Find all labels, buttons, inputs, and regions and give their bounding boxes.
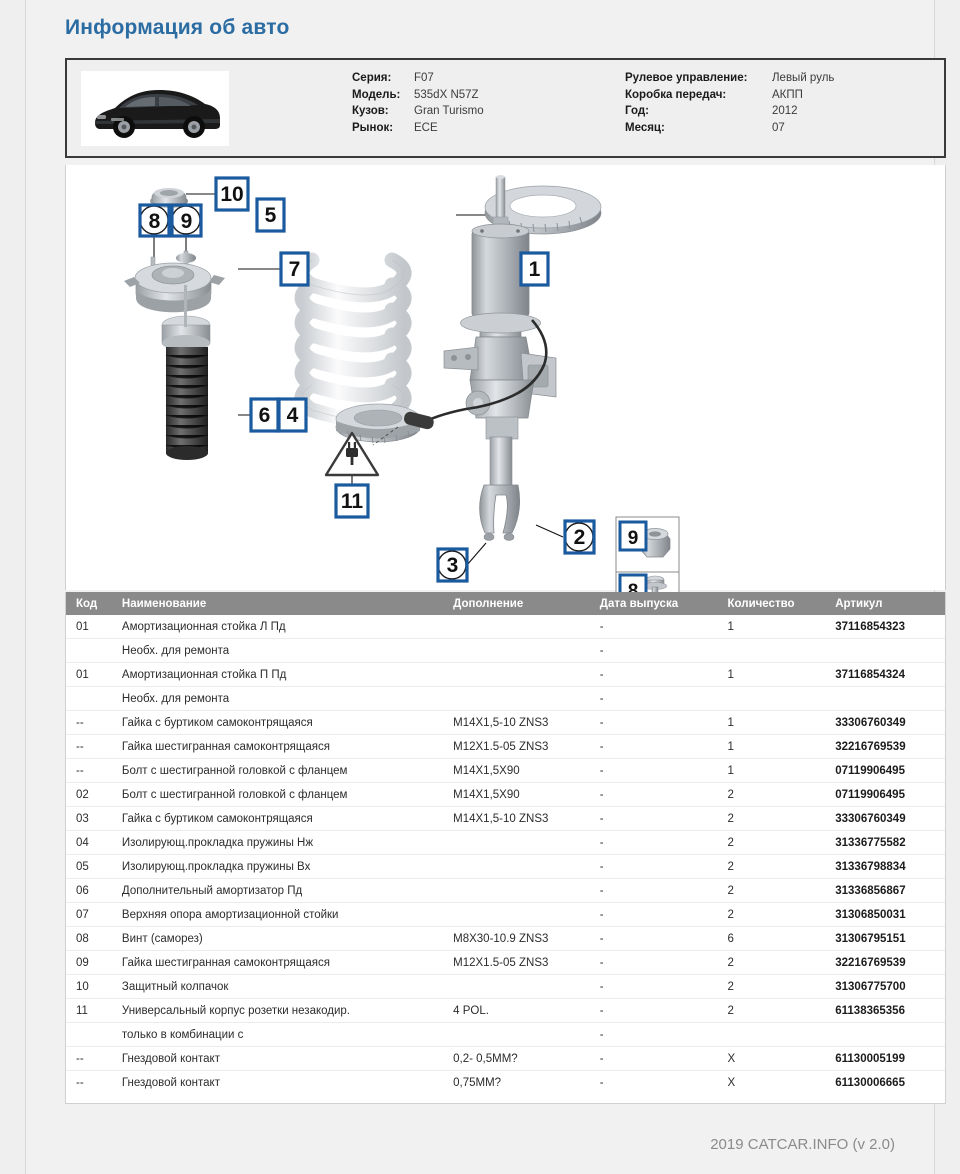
table-row[interactable] — [66, 615, 945, 639]
cell-name: Изолирующ.прокладка пружины Нж — [121, 836, 314, 849]
table-row[interactable] — [66, 711, 945, 735]
cell-article[interactable]: 32216769539 — [835, 956, 906, 969]
cell-name: Гайка шестигранная самоконтрящаяся — [121, 740, 330, 753]
column-header-quantity: Количество — [727, 597, 795, 610]
table-header-row — [66, 592, 945, 615]
cell-addition: M14X1,5-10 ZNS3 — [453, 812, 549, 825]
spec-value: F07 — [414, 72, 434, 84]
cell-addition: M14X1,5X90 — [453, 788, 520, 801]
cell-addition: 4 POL. — [453, 1004, 489, 1017]
table-row[interactable] — [66, 927, 945, 951]
spec-key: Кузов: — [352, 105, 389, 117]
cell-quantity: 2 — [727, 956, 734, 969]
cell-name: Универсальный корпус розетки незакодир. — [121, 1004, 350, 1017]
table-row[interactable] — [66, 663, 945, 687]
cell-code: -- — [76, 716, 84, 729]
cell-article[interactable]: 37116854323 — [835, 620, 905, 633]
cell-release-date: - — [599, 884, 604, 897]
cell-name: Необх. для ремонта — [121, 644, 230, 657]
cell-article[interactable]: 07119906495 — [835, 788, 905, 801]
cell-article[interactable]: 33306760349 — [835, 812, 906, 825]
cell-article[interactable]: 31336798834 — [835, 860, 906, 873]
cell-code: 02 — [76, 788, 89, 801]
cell-name: Гайка с буртиком самоконтрящаяся — [121, 716, 313, 729]
table-row[interactable] — [66, 999, 945, 1023]
cell-name: Болт с шестигранной головкой с фланцем — [121, 764, 348, 777]
table-body — [66, 615, 945, 1095]
page-sheet — [25, 0, 935, 1174]
table-bottom-padding — [66, 1095, 945, 1103]
cell-release-date: - — [599, 788, 604, 801]
spec-key: Коробка передач: — [625, 88, 727, 101]
spec-value: Gran Turismo — [414, 105, 484, 117]
cell-code: 01 — [76, 620, 89, 633]
cell-quantity: 2 — [727, 860, 734, 873]
cell-code: 11 — [76, 1004, 88, 1017]
cell-quantity: 1 — [727, 740, 734, 753]
cell-release-date: - — [599, 1077, 604, 1089]
cell-article[interactable]: 61130006665 — [835, 1077, 905, 1089]
vehicle-spec-right — [625, 72, 834, 138]
spec-row — [352, 72, 484, 89]
cell-name: Дополнительный амортизатор Пд — [121, 884, 303, 897]
vehicle-spec-left — [352, 72, 484, 138]
table-row[interactable] — [66, 1023, 945, 1047]
cell-release-date: - — [599, 980, 604, 993]
cell-article[interactable]: 31306795151 — [835, 932, 906, 945]
spec-key: Модель: — [352, 88, 401, 101]
cell-release-date: - — [599, 812, 604, 825]
svg-text:11: 11 — [340, 490, 364, 513]
svg-text:5: 5 — [264, 204, 277, 227]
spec-key: Рынок: — [352, 121, 394, 134]
cell-name: Гнездовой контакт — [121, 1077, 220, 1089]
cell-article[interactable]: 31306850031 — [835, 908, 906, 921]
spec-value: 07 — [772, 121, 785, 134]
parts-diagram — [65, 165, 946, 590]
spec-row — [352, 122, 484, 139]
cell-name: Необх. для ремонта — [121, 692, 230, 705]
cell-addition: M14X1,5X90 — [453, 764, 520, 777]
cell-addition: M12X1.5-05 ZNS3 — [453, 956, 549, 969]
cell-name: Защитный колпачок — [121, 980, 229, 993]
cell-name: Гайка с буртиком самоконтрящаяся — [121, 812, 313, 825]
cell-code: 06 — [76, 884, 89, 897]
spec-key: Рулевое управление: — [625, 72, 748, 84]
cell-code: -- — [76, 740, 84, 753]
cell-quantity: 2 — [727, 836, 734, 849]
cell-article[interactable]: 31336856867 — [835, 884, 906, 897]
cell-release-date: - — [599, 1004, 604, 1017]
table-row[interactable] — [66, 855, 945, 879]
cell-code: 08 — [76, 932, 89, 945]
cell-addition: 0,75MM? — [453, 1077, 502, 1089]
cell-name: Амортизационная стойка П Пд — [121, 668, 287, 681]
spec-key: Год: — [625, 105, 649, 117]
cell-name: Винт (саморез) — [121, 932, 203, 945]
svg-text:6: 6 — [258, 404, 271, 427]
table-row[interactable] — [66, 951, 945, 975]
cell-addition: M12X1.5-05 ZNS3 — [453, 740, 549, 753]
cell-release-date: - — [599, 836, 604, 849]
cell-code: 01 — [76, 668, 89, 681]
cell-name: Изолирующ.прокладка пружины Вх — [121, 860, 311, 873]
footer-text: 2019 CATCAR.INFO (v 2.0) — [710, 1136, 895, 1153]
cell-release-date: - — [599, 740, 604, 753]
cell-code: 03 — [76, 812, 89, 825]
table-row[interactable] — [66, 759, 945, 783]
cell-release-date: - — [599, 860, 604, 873]
parts-table — [65, 592, 946, 1104]
cell-name: только в комбинации с — [121, 1028, 244, 1041]
cell-article[interactable]: 07119906495 — [835, 764, 905, 777]
spec-value: 2012 — [772, 105, 798, 117]
svg-text:9: 9 — [180, 210, 193, 233]
cell-quantity: 1 — [727, 716, 734, 729]
cell-article[interactable]: 33306760349 — [835, 716, 906, 729]
cell-quantity: 6 — [727, 932, 734, 945]
spec-row — [625, 89, 834, 106]
column-header-code: Код — [76, 597, 98, 610]
spec-key: Месяц: — [625, 121, 665, 134]
column-header-article: Артикул — [835, 597, 883, 610]
table-row[interactable] — [66, 783, 945, 807]
cell-code: 04 — [76, 836, 89, 849]
cell-addition: 0,2- 0,5MM? — [453, 1052, 518, 1065]
cell-quantity: 2 — [727, 788, 734, 801]
column-header-addition: Дополнение — [453, 597, 524, 610]
table-row[interactable] — [66, 831, 945, 855]
spec-value: Левый руль — [772, 72, 835, 84]
cell-quantity: 2 — [727, 980, 734, 993]
cell-quantity: 1 — [727, 764, 734, 777]
cell-release-date: - — [599, 1028, 604, 1041]
cell-article[interactable]: 32216769539 — [835, 740, 906, 753]
cell-release-date: - — [599, 668, 604, 681]
cell-name: Верхняя опора амортизационной стойки — [121, 908, 339, 921]
cell-code: 05 — [76, 860, 89, 873]
cell-release-date: - — [599, 716, 604, 729]
column-header-release-date: Дата выпуска — [599, 597, 679, 610]
cell-name: Амортизационная стойка Л Пд — [121, 620, 286, 633]
cell-release-date: - — [599, 932, 604, 945]
spec-row — [625, 72, 834, 89]
cell-article[interactable]: 61130005199 — [835, 1052, 905, 1065]
column-header-name: Наименование — [121, 597, 207, 610]
cell-release-date: - — [599, 764, 604, 777]
spec-value: ECE — [414, 121, 438, 134]
cell-release-date: - — [599, 620, 604, 633]
svg-text:10: 10 — [220, 183, 244, 206]
table-row[interactable] — [66, 975, 945, 999]
svg-text:7: 7 — [288, 258, 301, 281]
svg-text:8: 8 — [148, 210, 161, 233]
spec-row — [625, 105, 834, 122]
cell-quantity: 2 — [727, 908, 734, 921]
table-row[interactable] — [66, 1047, 945, 1071]
spec-key: Серия: — [352, 72, 392, 84]
cell-name: Болт с шестигранной головкой с фланцем — [121, 788, 348, 801]
cell-code: -- — [76, 764, 84, 777]
cell-release-date: - — [599, 956, 604, 969]
cell-article[interactable]: 31336775582 — [835, 836, 906, 849]
table-row[interactable] — [66, 1071, 945, 1095]
cell-code: 10 — [76, 980, 89, 993]
spec-row — [352, 89, 484, 106]
cell-release-date: - — [599, 644, 604, 657]
table-row[interactable] — [66, 879, 945, 903]
spec-value: 535dX N57Z — [414, 88, 479, 101]
spec-row — [625, 122, 834, 139]
vehicle-info-panel — [65, 58, 946, 158]
vehicle-thumbnail — [81, 71, 229, 146]
cell-quantity: 1 — [727, 668, 734, 681]
svg-text:3: 3 — [446, 554, 459, 577]
svg-text:9: 9 — [627, 528, 639, 549]
cell-quantity: 2 — [727, 1004, 734, 1017]
cell-quantity: X — [727, 1052, 736, 1065]
table-row[interactable] — [66, 639, 945, 663]
cell-code: 09 — [76, 956, 89, 969]
cell-article[interactable]: 61138365356 — [835, 1004, 905, 1017]
cell-release-date: - — [599, 908, 604, 921]
page-title: Информация об авто — [65, 16, 290, 39]
svg-text:1: 1 — [528, 258, 541, 281]
cell-code: 07 — [76, 908, 89, 921]
cell-addition: M14X1,5-10 ZNS3 — [453, 716, 549, 729]
spec-row — [352, 105, 484, 122]
table-row[interactable] — [66, 735, 945, 759]
cell-quantity: 2 — [727, 884, 734, 897]
cell-name: Гнездовой контакт — [121, 1052, 220, 1065]
cell-release-date: - — [599, 1052, 604, 1065]
cell-release-date: - — [599, 692, 604, 705]
spec-value: АКПП — [772, 88, 803, 101]
cell-article[interactable]: 37116854324 — [835, 668, 905, 681]
cell-quantity: 2 — [727, 812, 734, 825]
svg-text:4: 4 — [286, 404, 299, 427]
cell-addition: M8X30-10.9 ZNS3 — [453, 932, 549, 945]
cell-name: Гайка шестигранная самоконтрящаяся — [121, 956, 330, 969]
cell-code: -- — [76, 1077, 84, 1089]
cell-code: -- — [76, 1052, 84, 1065]
cell-article[interactable]: 31306775700 — [835, 980, 906, 993]
svg-text:2: 2 — [573, 526, 586, 549]
cell-quantity: 1 — [727, 620, 734, 633]
table-row[interactable] — [66, 903, 945, 927]
cell-quantity: X — [727, 1077, 736, 1089]
table-row[interactable] — [66, 807, 945, 831]
table-row[interactable] — [66, 687, 945, 711]
